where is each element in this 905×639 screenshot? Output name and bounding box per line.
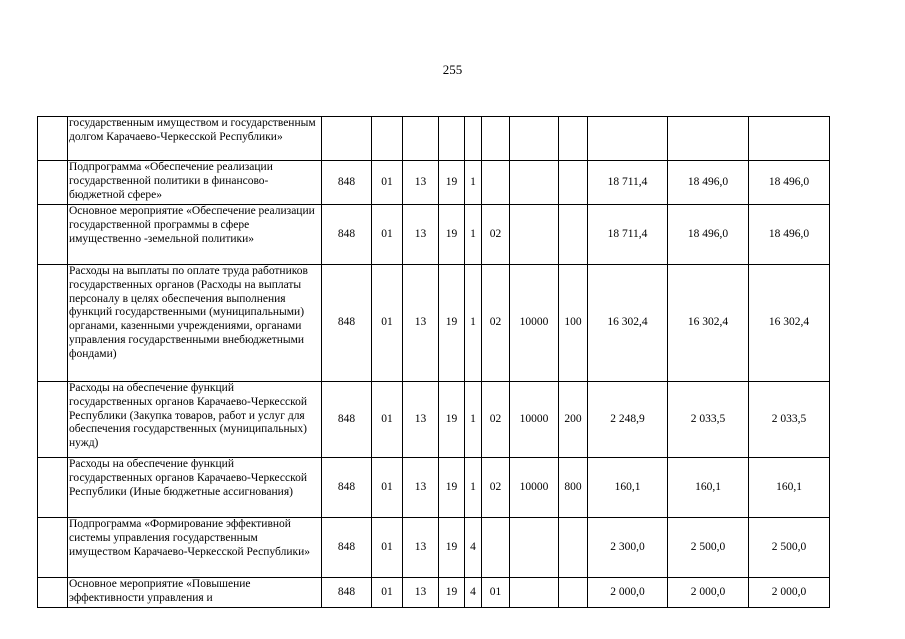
row-name-cell: государственным имуществом и государственным долгом Карачаево-Черкесской Республики»: [68, 117, 322, 161]
cell-p2: [465, 117, 482, 161]
cell-y2: 160,1: [668, 458, 749, 518]
cell-y3: 160,1: [749, 458, 830, 518]
cell-p1: 19: [439, 265, 465, 382]
row-lead-cell: [38, 382, 68, 458]
cell-pr: 13: [403, 518, 439, 578]
cell-p4: 10000: [510, 458, 559, 518]
cell-pr: 13: [403, 265, 439, 382]
cell-vr: [559, 518, 588, 578]
cell-rz: 01: [372, 458, 403, 518]
cell-p2: 4: [465, 518, 482, 578]
row-name-cell: Подпрограмма «Формирование эффективной системы управления государственным имуществом Карачаево-Черкесской Республики»: [68, 518, 322, 578]
cell-p2: 4: [465, 578, 482, 608]
cell-y3: 2 000,0: [749, 578, 830, 608]
cell-rz: 01: [372, 382, 403, 458]
cell-y2: 2 500,0: [668, 518, 749, 578]
cell-y3: 18 496,0: [749, 161, 830, 205]
cell-p3: [482, 117, 510, 161]
cell-vr: [559, 161, 588, 205]
cell-y1: 160,1: [588, 458, 668, 518]
row-name-cell: Подпрограмма «Обеспечение реализации государственной политики в финансово-бюджетной сфере»: [68, 161, 322, 205]
cell-p3: 01: [482, 578, 510, 608]
cell-pr: 13: [403, 458, 439, 518]
cell-p2: 1: [465, 161, 482, 205]
cell-p2: 1: [465, 382, 482, 458]
row-name-cell: Расходы на обеспечение функций государственных органов Карачаево-Черкесской Республики (Иные бюджетные ассигнования): [68, 458, 322, 518]
cell-y1: 2 248,9: [588, 382, 668, 458]
row-name-cell: Основное мероприятие «Обеспечение реализации государственной программы в сфере имущественно -земельной политики»: [68, 205, 322, 265]
cell-p3: [482, 161, 510, 205]
cell-ved: 848: [322, 458, 372, 518]
cell-vr: [559, 578, 588, 608]
table-row: [38, 578, 830, 608]
cell-y1: [588, 117, 668, 161]
cell-y3: 18 496,0: [749, 205, 830, 265]
cell-pr: 13: [403, 205, 439, 265]
cell-y2: 18 496,0: [668, 161, 749, 205]
cell-p4: [510, 117, 559, 161]
cell-p4: [510, 518, 559, 578]
cell-y1: 2 300,0: [588, 518, 668, 578]
cell-ved: 848: [322, 205, 372, 265]
table-row: [38, 518, 830, 578]
cell-p3: 02: [482, 265, 510, 382]
cell-pr: 13: [403, 382, 439, 458]
table-row: [38, 117, 830, 161]
cell-p1: 19: [439, 518, 465, 578]
cell-y2: 18 496,0: [668, 205, 749, 265]
cell-y3: [749, 117, 830, 161]
cell-rz: 01: [372, 578, 403, 608]
cell-pr: 13: [403, 578, 439, 608]
row-name-cell: Расходы на выплаты по оплате труда работников государственных органов (Расходы на выплаты персоналу в целях обеспечения выполнения функций государственными (муниципальными) органами, казенными учреждениями, органами управления государственными внебюджетными фондами): [68, 265, 322, 382]
row-lead-cell: [38, 578, 68, 608]
row-lead-cell: [38, 161, 68, 205]
cell-ved: 848: [322, 161, 372, 205]
cell-rz: 01: [372, 518, 403, 578]
page-number: 255: [442, 62, 463, 77]
cell-y1: 18 711,4: [588, 205, 668, 265]
table-row: [38, 161, 830, 205]
cell-p4: [510, 578, 559, 608]
cell-y3: 16 302,4: [749, 265, 830, 382]
table-row: [38, 265, 830, 382]
cell-p1: [439, 117, 465, 161]
row-lead-cell: [38, 117, 68, 161]
cell-y2: 2 033,5: [668, 382, 749, 458]
cell-y3: 2 500,0: [749, 518, 830, 578]
cell-vr: 200: [559, 382, 588, 458]
cell-vr: 800: [559, 458, 588, 518]
row-lead-cell: [38, 518, 68, 578]
cell-pr: [403, 117, 439, 161]
cell-y1: 18 711,4: [588, 161, 668, 205]
cell-y2: 16 302,4: [668, 265, 749, 382]
cell-p1: 19: [439, 382, 465, 458]
cell-ved: 848: [322, 382, 372, 458]
cell-p3: [482, 518, 510, 578]
cell-y1: 2 000,0: [588, 578, 668, 608]
cell-y3: 2 033,5: [749, 382, 830, 458]
cell-rz: 01: [372, 265, 403, 382]
row-lead-cell: [38, 265, 68, 382]
cell-ved: 848: [322, 518, 372, 578]
cell-y2: 2 000,0: [668, 578, 749, 608]
row-name-cell: Расходы на обеспечение функций государственных органов Карачаево-Черкесской Республики (Закупка товаров, работ и услуг для обеспечения государственных (муниципальных) нужд): [68, 382, 322, 458]
cell-p1: 19: [439, 205, 465, 265]
cell-ved: 848: [322, 578, 372, 608]
table-row: [38, 458, 830, 518]
cell-p4: 10000: [510, 382, 559, 458]
cell-p3: 02: [482, 382, 510, 458]
cell-p2: 1: [465, 265, 482, 382]
cell-ved: [322, 117, 372, 161]
cell-vr: 100: [559, 265, 588, 382]
cell-rz: [372, 117, 403, 161]
cell-vr: [559, 117, 588, 161]
cell-p4: 10000: [510, 265, 559, 382]
cell-pr: 13: [403, 161, 439, 205]
table-body: [38, 117, 830, 608]
row-name-cell: Основное мероприятие «Повышение эффективности управления и: [68, 578, 322, 608]
cell-p1: 19: [439, 458, 465, 518]
cell-p1: 19: [439, 161, 465, 205]
cell-y1: 16 302,4: [588, 265, 668, 382]
row-lead-cell: [38, 205, 68, 265]
cell-ved: 848: [322, 265, 372, 382]
budget-table: [37, 116, 830, 608]
cell-rz: 01: [372, 205, 403, 265]
cell-vr: [559, 205, 588, 265]
table-row: [38, 205, 830, 265]
cell-p4: [510, 205, 559, 265]
cell-y2: [668, 117, 749, 161]
cell-p2: 1: [465, 205, 482, 265]
cell-p1: 19: [439, 578, 465, 608]
cell-rz: 01: [372, 161, 403, 205]
cell-p2: 1: [465, 458, 482, 518]
row-lead-cell: [38, 458, 68, 518]
table-row: [38, 382, 830, 458]
cell-p4: [510, 161, 559, 205]
cell-p3: 02: [482, 205, 510, 265]
cell-p3: 02: [482, 458, 510, 518]
